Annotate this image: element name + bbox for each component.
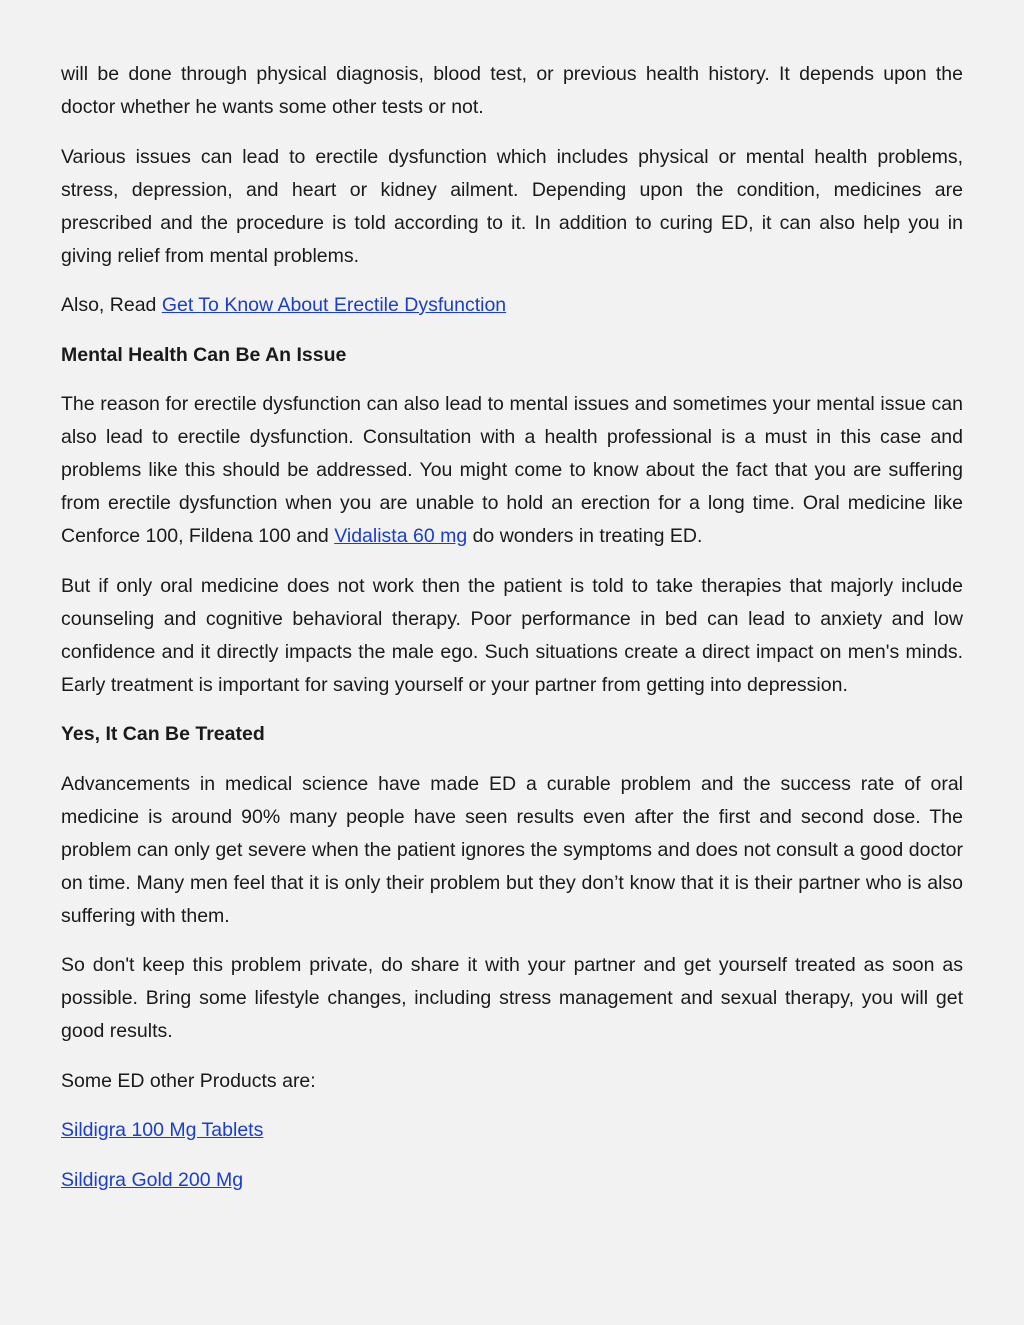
link-sildigra-gold-200[interactable]: Sildigra Gold 200 Mg <box>61 1168 244 1191</box>
link-vidalista-60[interactable]: Vidalista 60 mg <box>334 525 468 547</box>
heading-mental-health: Mental Health Can Be An Issue <box>61 343 347 366</box>
mental-issues-text: The reason for erectile dysfunction can also lead to mental issues and sometimes your mental issue can also lead to erectile dysfunction. Consultation with a health professional is a must in this case and problems like this should be addressed. You might come to know about the fact that you are suffering from erectile dysfunction when you are unable to hold an erection for a long time. Oral medicine like Cenforce 100, Fildena 100 and <box>61 393 963 547</box>
paragraph-mental-issues <box>61 388 963 553</box>
paragraph-products-intro: Some ED other Products are: <box>61 1069 316 1092</box>
link-sildigra-100[interactable]: Sildigra 100 Mg Tablets <box>61 1119 264 1141</box>
mental-issues-text-end: do wonders in treating ED. <box>467 525 703 547</box>
paragraph-also-read <box>61 289 963 322</box>
paragraph-diagnosis: will be done through physical diagnosis, blood test, or previous health history. It depends upon the doctor whether he wants some other tests or not. <box>61 63 963 118</box>
paragraph-therapies: But if only oral medicine does not work then the patient is told to take therapies that majorly include counseling and cognitive behavioral therapy. Poor performance in bed can lead to anxiety and low confidence and it directly impacts the male ego. Such situations create a direct impact on men's minds. Early treatment is important for saving yourself or your partner from getting into depression. <box>61 574 963 696</box>
paragraph-share-problem: So don't keep this problem private, do share it with your partner and get yourself treated as soon as possible. Bring some lifestyle changes, including stress management and sexual therapy, you will get good results. <box>61 954 963 1042</box>
paragraph-advancements: Advancements in medical science have made ED a curable problem and the success rate of oral medicine is around 90% many people have seen results even after the first and second dose. The problem can only get severe when the patient ignores the symptoms and does not consult a good doctor on time. Many men feel that it is only their problem but they don’t know that it is their partner who is also suffering with them. <box>61 772 963 927</box>
paragraph-causes: Various issues can lead to erectile dysfunction which includes physical or mental health problems, stress, depression, and heart or kidney ailment. Depending upon the condition, medicines are prescribed and the procedure is told according to it. In addition to curing ED, it can also help you in giving relief from mental problems. <box>61 145 963 267</box>
document-page <box>61 58 963 1213</box>
link-erectile-dysfunction-article[interactable]: Get To Know About Erectile Dysfunction <box>161 294 507 316</box>
heading-can-be-treated: Yes, It Can Be Treated <box>61 723 265 745</box>
also-read-prefix: Also, Read <box>61 294 162 316</box>
paragraph-product-2 <box>61 1164 963 1197</box>
paragraph-product-1 <box>61 1114 963 1147</box>
